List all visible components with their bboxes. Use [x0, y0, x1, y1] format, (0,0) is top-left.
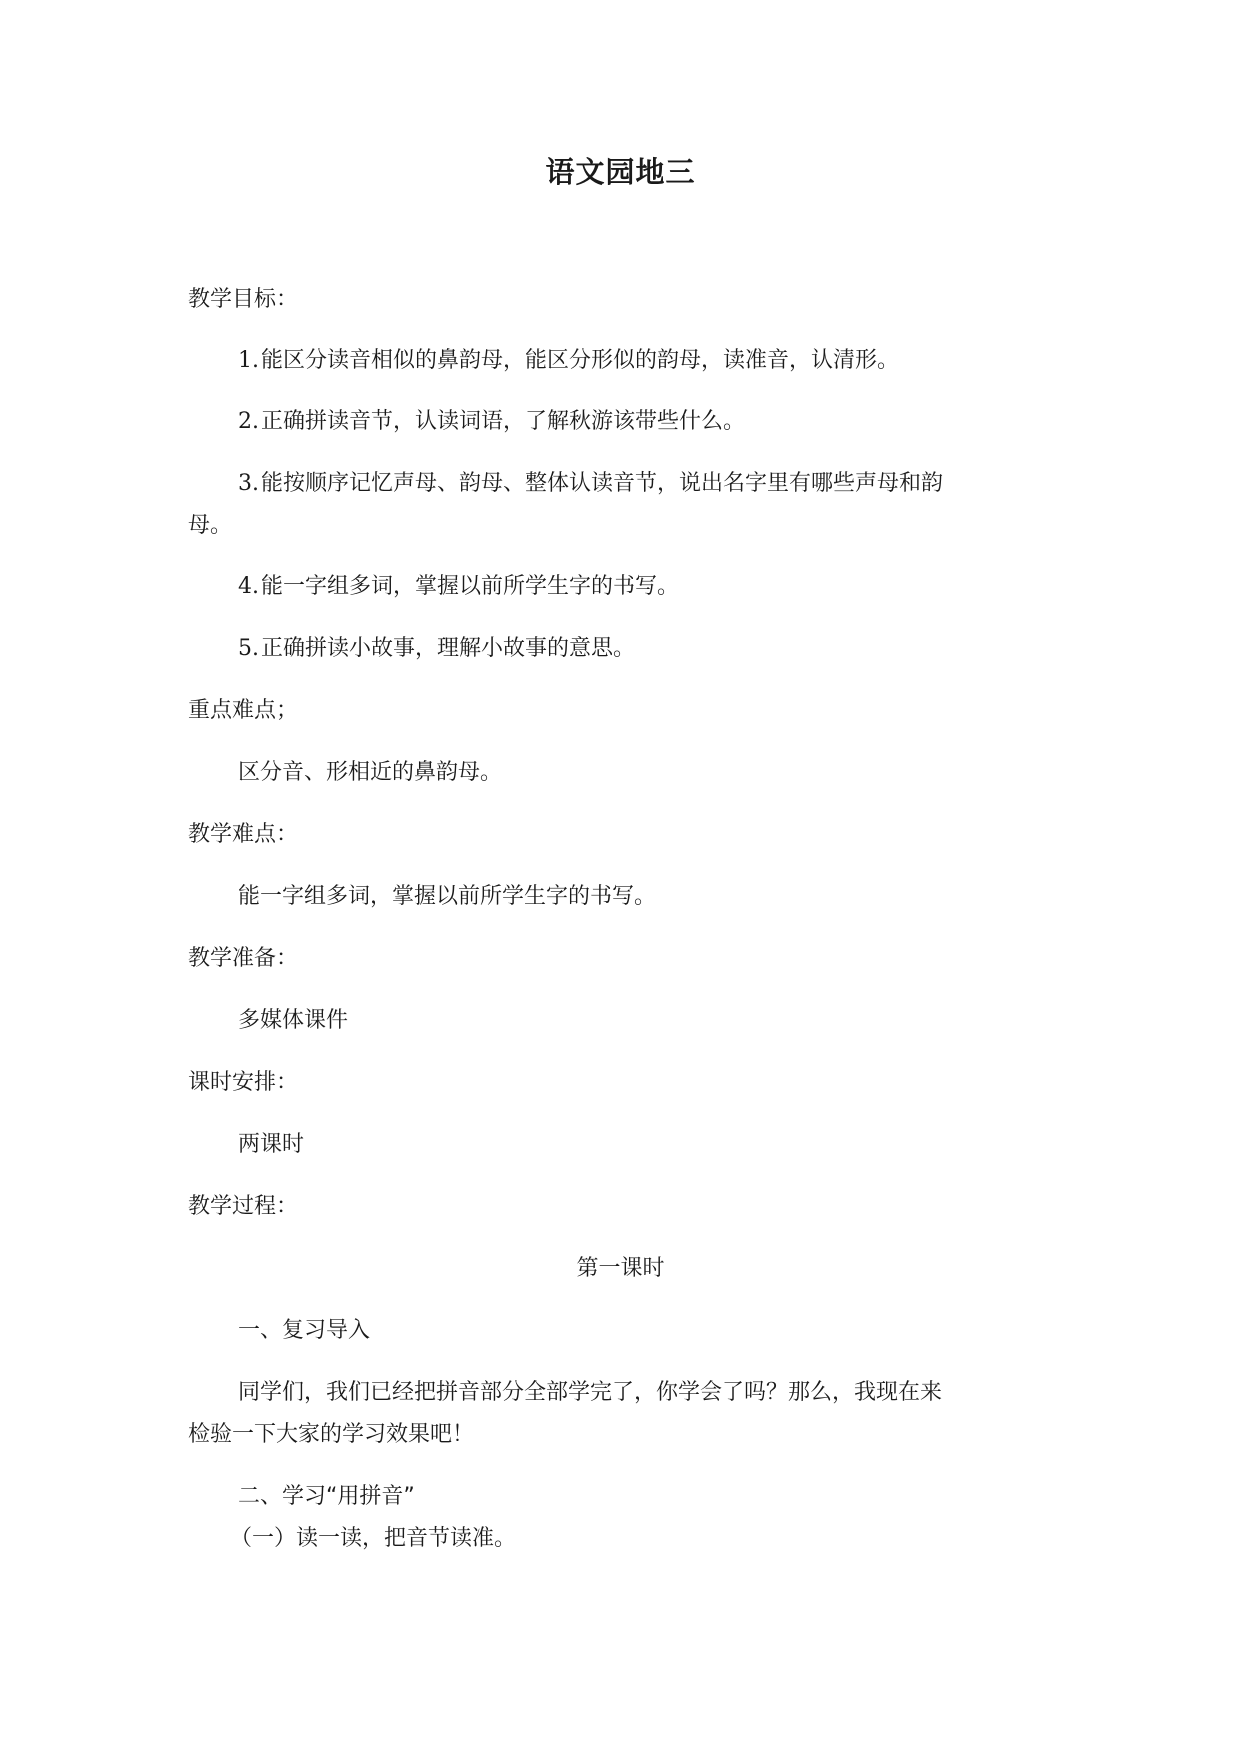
preparation-text: 多媒体课件: [238, 1008, 349, 1033]
preparation-heading: 教学准备：: [188, 946, 299, 971]
objective-item-3-continuation: 母。: [188, 513, 233, 538]
objective-item-5: [238, 634, 635, 664]
objective-item-2: [238, 407, 745, 437]
objective-item-4: [238, 572, 679, 602]
key-points-text: 区分音、形相近的鼻韵母。: [238, 760, 503, 785]
objective-number: 1.: [238, 348, 259, 373]
step1-paragraph-line1: 同学们，我们已经把拼音部分全部学完了，你学会了吗？那么，我现在来: [238, 1380, 943, 1405]
objective-text: 正确拼读音节，认读词语，了解秋游该带些什么。: [261, 409, 746, 434]
objective-text: 能一字组多词，掌握以前所学生字的书写。: [261, 574, 680, 599]
objectives-heading: 教学目标：: [188, 287, 299, 312]
objective-number: 5.: [238, 636, 259, 661]
objective-item-3: [238, 469, 943, 499]
difficulties-heading: 教学难点：: [188, 822, 299, 847]
objective-text: 正确拼读小故事，理解小故事的意思。: [261, 636, 636, 661]
document-title: 语文园地三: [545, 155, 696, 189]
step1-heading: 一、复习导入: [238, 1318, 371, 1343]
objective-text: 能区分读音相似的鼻韵母，能区分形似的韵母，读准音，认清形。: [261, 348, 900, 373]
step2-subheading: （一）读一读，把音节读准。: [230, 1526, 517, 1551]
objective-text: 能按顺序记忆声母、韵母、整体认读音节，说出名字里有哪些声母和韵: [261, 471, 944, 496]
key-points-heading: 重点难点；: [188, 698, 299, 723]
objective-number: 2.: [238, 409, 259, 434]
schedule-heading: 课时安排：: [188, 1070, 299, 1095]
schedule-text: 两课时: [238, 1132, 305, 1157]
lesson-title: 第一课时: [576, 1256, 665, 1281]
step2-heading: 二、学习“用拼音”: [238, 1484, 415, 1509]
process-heading: 教学过程：: [188, 1194, 299, 1219]
step1-paragraph-line2: 检验一下大家的学习效果吧！: [188, 1422, 475, 1447]
objective-item-1: [238, 346, 899, 376]
difficulties-text: 能一字组多词，掌握以前所学生字的书写。: [238, 884, 657, 909]
objective-number: 3.: [238, 471, 259, 496]
objective-number: 4.: [238, 574, 259, 599]
